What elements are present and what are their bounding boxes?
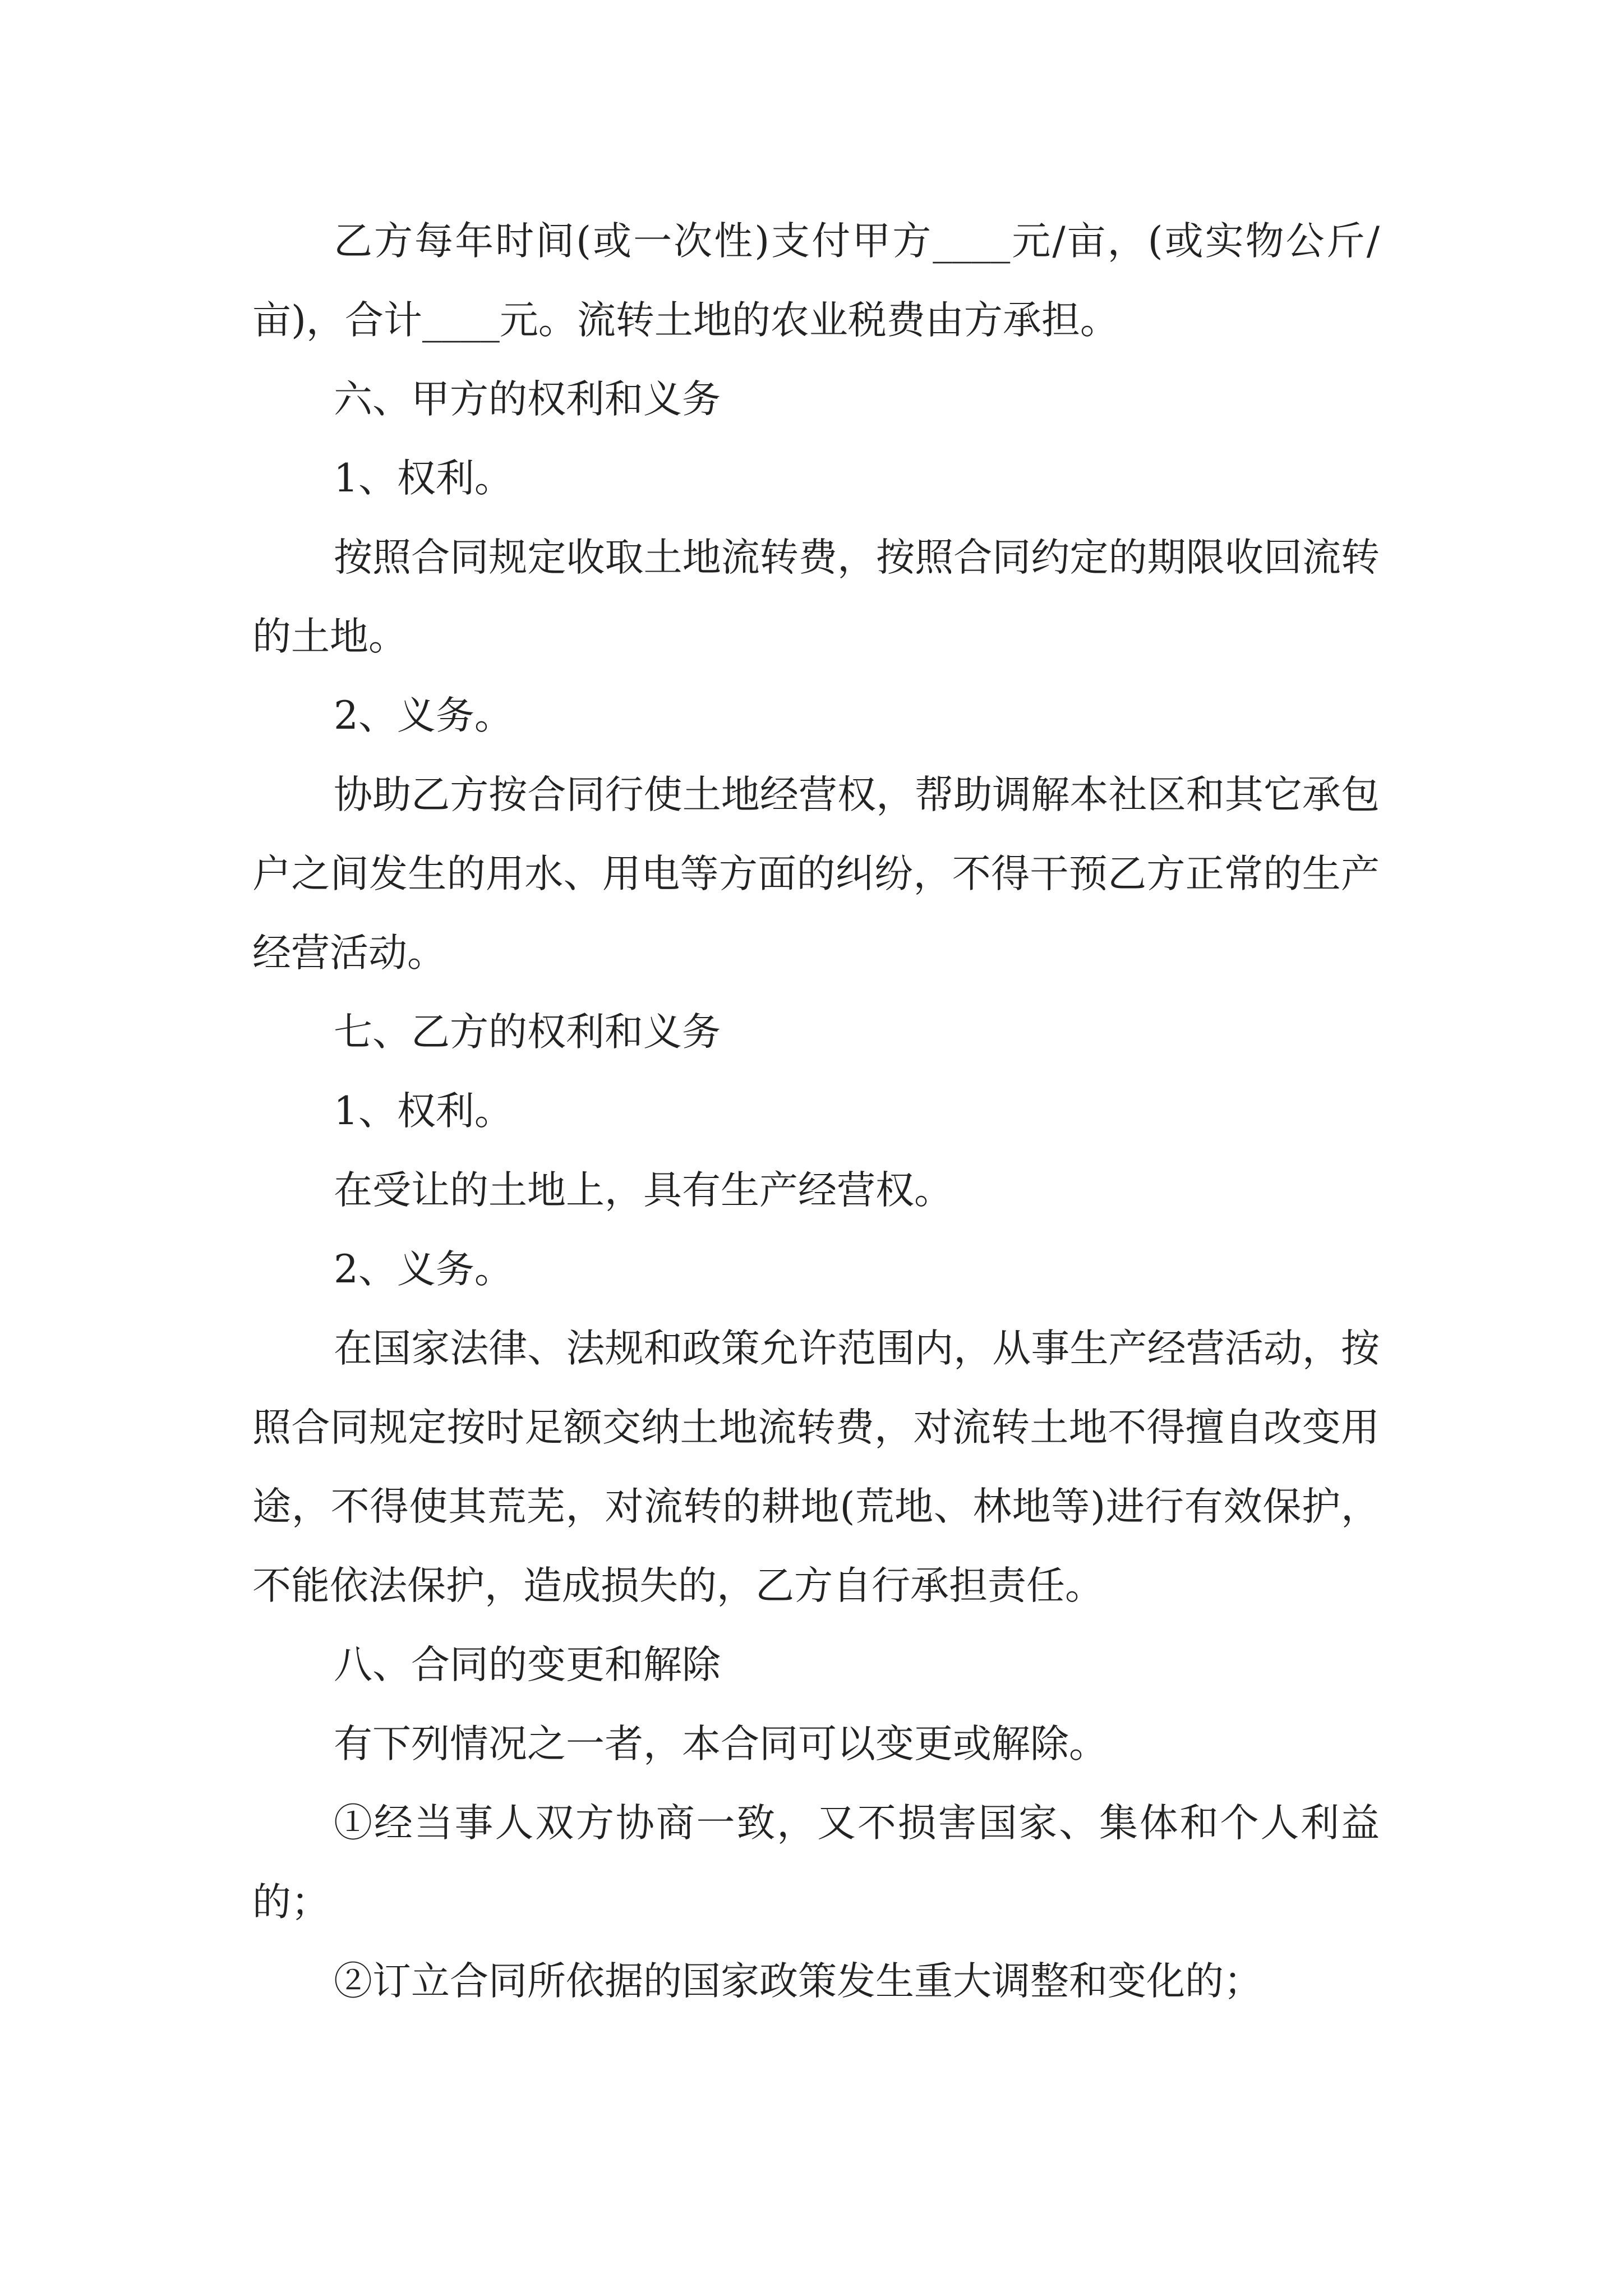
subheading-party-a-duties: 2、义务。: [334, 693, 513, 738]
subheading-party-a-rights: 1、权利。: [334, 456, 513, 501]
list-item-condition-2: ②订立合同所依据的国家政策发生重大调整和变化的；: [334, 1959, 1262, 2004]
list-item-condition-1: ①经当事人双方协商一致，又不损害国家、集体和个人利益的；: [252, 1801, 1380, 1925]
paragraph-change-conditions: 有下列情况之一者，本合同可以变更或解除。: [334, 1722, 1108, 1766]
heading-contract-change: 八、合同的变更和解除: [334, 1642, 721, 1687]
heading-party-a-rights-duties: 六、甲方的权利和义务: [334, 377, 721, 422]
paragraph-party-b-duties: 在国家法律、法规和政策允许范围内，从事生产经营活动，按照合同规定按时足额交纳土地流转费，对流转土地不得擅自改变用途，不得使其荒芜，对流转的耕地(荒地、林地等)进行有效保护，不能依法保护，造成损失的，乙方自行承担责任。: [252, 1326, 1380, 1608]
paragraph-party-b-rights: 在受让的土地上，具有生产经营权。: [334, 1168, 953, 1213]
paragraph-party-a-duties: 协助乙方按合同行使土地经营权，帮助调解本社区和其它承包户之间发生的用水、用电等方面的纠纷，不得干预乙方正常的生产经营活动。: [252, 772, 1380, 976]
heading-party-b-rights-duties: 七、乙方的权利和义务: [334, 1010, 721, 1055]
paragraph-payment: 乙方每年时间(或一次性)支付甲方____元/亩，(或实物公斤/亩)，合计____元。流转土地的农业税费由方承担。: [252, 219, 1380, 343]
subheading-party-b-duties: 2、义务。: [334, 1247, 513, 1292]
paragraph-party-a-rights: 按照合同规定收取土地流转费，按照合同约定的期限收回流转的土地。: [252, 535, 1380, 659]
document-page: [252, 202, 1380, 2021]
subheading-party-b-rights: 1、权利。: [334, 1089, 513, 1134]
